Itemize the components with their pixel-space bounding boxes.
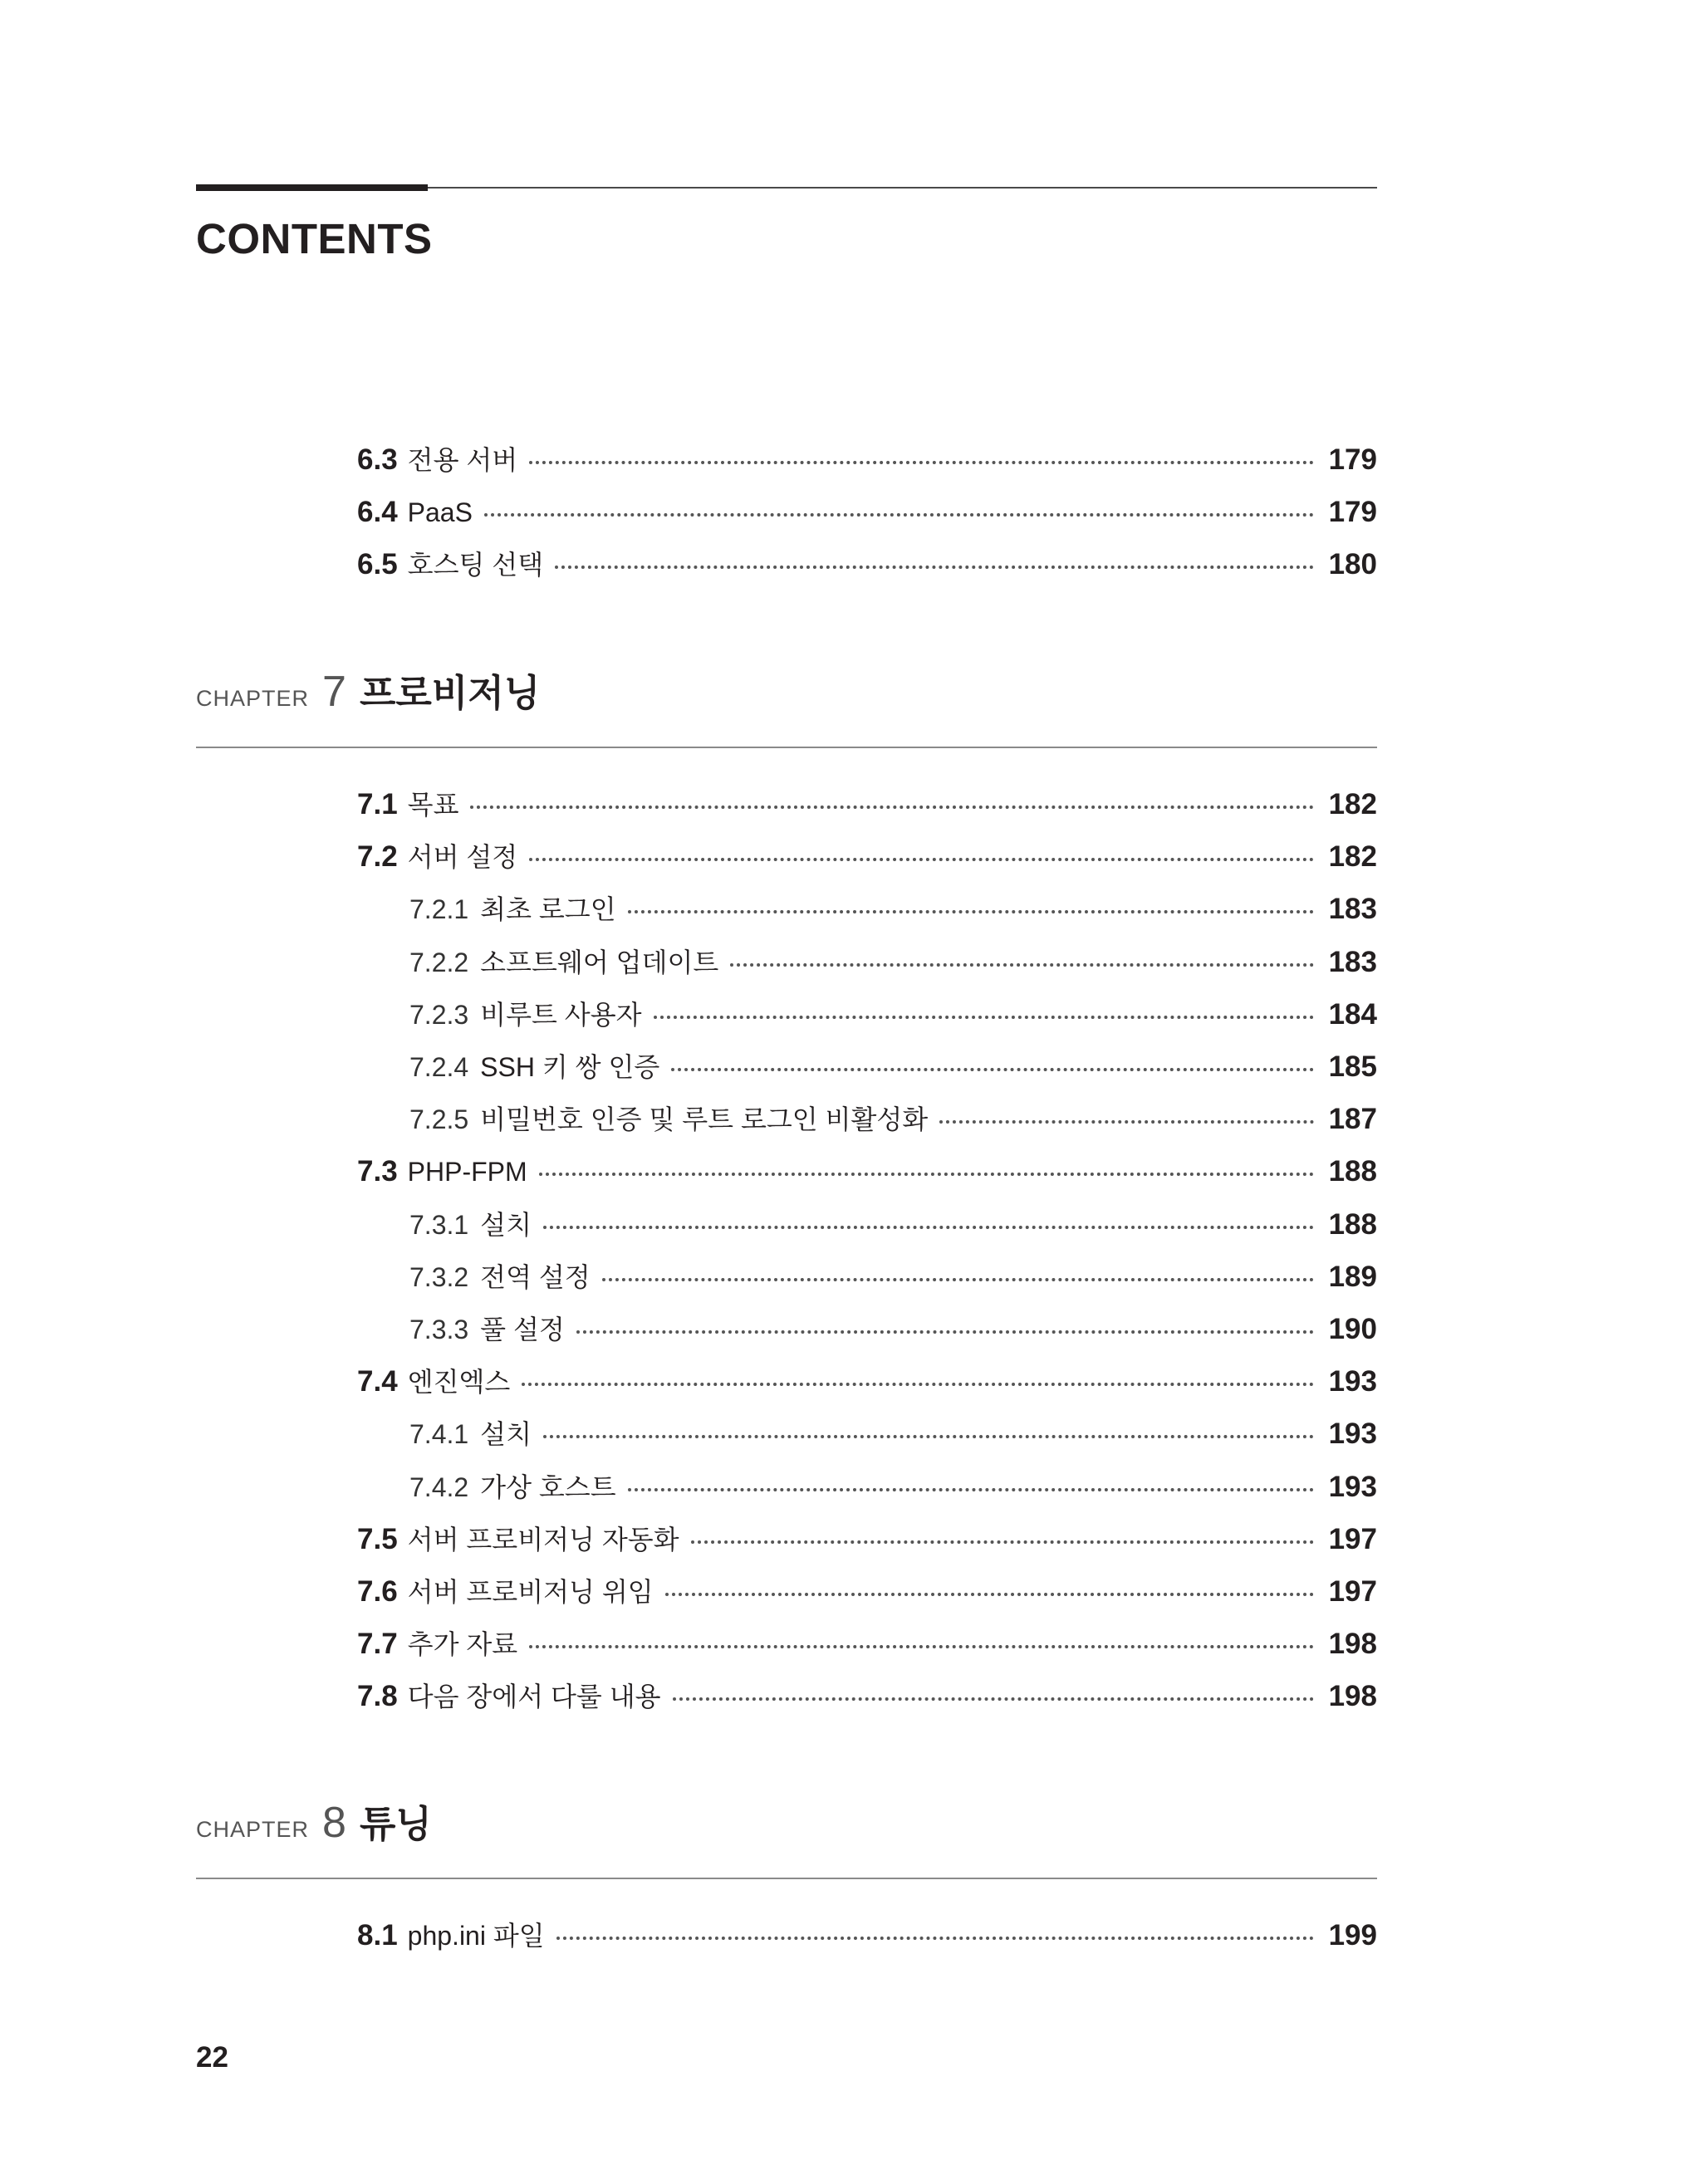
- page-title: CONTENTS: [196, 215, 433, 262]
- toc-entry[interactable]: [409, 1207, 1377, 1243]
- toc-entry-page: 185: [1328, 1050, 1377, 1083]
- toc-entry-title: PHP-FPM: [407, 1157, 527, 1187]
- dot-leader: [529, 858, 1313, 861]
- toc-entry-title: 설치: [480, 1419, 532, 1450]
- toc-entry[interactable]: [357, 1153, 1377, 1190]
- toc-entry-page: 179: [1328, 496, 1377, 528]
- dot-leader: [556, 1937, 1314, 1940]
- toc-entry-title: PaaS: [407, 497, 473, 527]
- toc-entry[interactable]: [409, 997, 1377, 1033]
- toc-entry[interactable]: [357, 1364, 1377, 1400]
- dot-leader: [555, 566, 1313, 569]
- toc-entry-page: 182: [1328, 840, 1377, 874]
- toc-entry[interactable]: [357, 1521, 1377, 1558]
- toc-entry-title: 전역 설정: [480, 1261, 591, 1292]
- toc-entry-page: 179: [1328, 443, 1377, 476]
- toc-entry-page: 180: [1328, 548, 1377, 580]
- toc-entry-number: 7.2.2: [409, 947, 469, 977]
- toc-entry-page: 182: [1328, 788, 1377, 820]
- chapter-title: 튜닝: [359, 1803, 432, 1845]
- chapter-number: 7: [322, 668, 346, 716]
- dot-leader: [529, 1645, 1313, 1648]
- dot-leader: [576, 1330, 1314, 1334]
- toc-entry-number: 7.2.1: [409, 894, 469, 925]
- toc-entry-page: 198: [1328, 1628, 1377, 1661]
- toc-entry-number: 7.2: [357, 840, 398, 874]
- toc-entry-page: 199: [1328, 1919, 1377, 1951]
- toc-entry[interactable]: [357, 786, 1377, 823]
- toc-entry-title: 호스팅 선택: [407, 550, 544, 580]
- toc-entry-number: 7.2.3: [409, 999, 469, 1030]
- chapter-8-heading: [196, 1794, 432, 1852]
- toc-entry-number: 7.5: [357, 1522, 398, 1555]
- toc-entry-page: 190: [1328, 1313, 1377, 1345]
- toc-entry-number: 7.2.5: [409, 1104, 469, 1135]
- toc-entry-page: 197: [1328, 1522, 1377, 1555]
- toc-entry-page: 183: [1328, 945, 1377, 978]
- chapter-number: 8: [322, 1799, 346, 1847]
- toc-entry-number: 7.7: [357, 1628, 398, 1661]
- toc-entry[interactable]: [409, 1049, 1377, 1085]
- dot-leader: [543, 1226, 1314, 1229]
- toc-entry-number: 7.4.2: [409, 1472, 469, 1502]
- dot-leader: [730, 963, 1313, 967]
- toc-entry-title: 전용 서버: [407, 445, 518, 475]
- toc-entry-number: 7.8: [357, 1680, 398, 1713]
- dot-leader: [673, 1697, 1314, 1701]
- toc-entry-page: 184: [1328, 997, 1377, 1031]
- toc-entry-number: 6.4: [357, 496, 398, 528]
- toc-entry[interactable]: [409, 1469, 1377, 1506]
- toc-entry-number: 7.4.1: [409, 1419, 469, 1450]
- toc-entry-title: 엔진엑스: [407, 1367, 511, 1398]
- dot-leader: [939, 1120, 1313, 1124]
- dot-leader: [665, 1593, 1314, 1596]
- toc-entry-number: 7.3.2: [409, 1261, 469, 1292]
- toc-entry[interactable]: [409, 1101, 1377, 1138]
- dot-leader: [691, 1540, 1314, 1544]
- toc-entry-title: 최초 로그인: [480, 894, 616, 925]
- toc-entry-title: 서버 프로비저닝 자동화: [407, 1524, 679, 1555]
- toc-entry-number: 7.2.4: [409, 1052, 469, 1082]
- toc-entry-page: 193: [1328, 1365, 1377, 1398]
- chapter-8-rule: [196, 1878, 1377, 1879]
- toc-entry[interactable]: [357, 1917, 1377, 1954]
- toc-entry-page: 197: [1328, 1575, 1377, 1608]
- toc-entry-title: 다음 장에서 다룰 내용: [407, 1682, 661, 1712]
- toc-entry[interactable]: [409, 1311, 1377, 1348]
- toc-entry[interactable]: [357, 546, 1377, 583]
- toc-entry-title: SSH 키 쌍 인증: [480, 1052, 660, 1082]
- toc-entry[interactable]: [357, 442, 1377, 478]
- toc-entry-title: 비루트 사용자: [480, 999, 642, 1030]
- toc-entry-title: php.ini 파일: [407, 1921, 545, 1951]
- toc-entry[interactable]: [357, 1626, 1377, 1662]
- toc-entry-title: 목표: [407, 790, 459, 820]
- dot-leader: [654, 1016, 1314, 1019]
- toc-entry-title: 비밀번호 인증 및 루트 로그인 비활성화: [480, 1104, 929, 1135]
- toc-entry[interactable]: [357, 494, 1377, 531]
- dot-leader: [470, 806, 1313, 809]
- toc-entry-page: 193: [1328, 1418, 1377, 1451]
- toc-entry[interactable]: [357, 1574, 1377, 1610]
- toc-entry[interactable]: [409, 944, 1377, 981]
- dot-leader: [602, 1278, 1314, 1281]
- toc-entry-page: 188: [1328, 1155, 1377, 1188]
- toc-entry[interactable]: [357, 1678, 1377, 1715]
- toc-entry-title: 설치: [480, 1209, 532, 1240]
- toc-entry-number: 6.5: [357, 548, 398, 580]
- toc-entry-number: 7.3.1: [409, 1209, 469, 1240]
- toc-entry-title: 서버 설정: [407, 842, 518, 873]
- toc-entry-page: 187: [1328, 1103, 1377, 1136]
- dot-leader: [543, 1435, 1314, 1438]
- dot-leader: [522, 1383, 1313, 1386]
- toc-entry-title: 풀 설정: [480, 1315, 565, 1344]
- toc-entry-page: 188: [1328, 1207, 1377, 1241]
- toc-entry-page: 189: [1328, 1260, 1377, 1293]
- dot-leader: [539, 1173, 1314, 1176]
- toc-entry-page: 198: [1328, 1680, 1377, 1713]
- toc-entry-number: 7.6: [357, 1575, 398, 1608]
- page-number: 22: [196, 2041, 228, 2074]
- header-rule-thin: [428, 187, 1377, 189]
- dot-leader: [484, 513, 1314, 517]
- header-rule-thick: [196, 184, 428, 191]
- toc-entry-number: 7.3: [357, 1155, 398, 1188]
- dot-leader: [628, 910, 1314, 913]
- toc-entry-number: 8.1: [357, 1919, 398, 1951]
- dot-leader: [671, 1068, 1313, 1071]
- toc-entry-title: 가상 호스트: [480, 1472, 616, 1502]
- toc-entry-title: 소프트웨어 업데이트: [480, 947, 719, 977]
- toc-entry[interactable]: [409, 1416, 1377, 1452]
- chapter-label: CHAPTER: [196, 1817, 310, 1842]
- chapter-title: 프로비저닝: [359, 672, 541, 714]
- toc-entry-page: 193: [1328, 1470, 1377, 1503]
- toc-entry-number: 7.3.3: [409, 1315, 469, 1344]
- chapter-7-rule: [196, 747, 1377, 748]
- chapter-7-heading: [196, 663, 540, 721]
- toc-entry[interactable]: [409, 891, 1377, 928]
- toc-entry-number: 7.4: [357, 1365, 398, 1398]
- dot-leader: [529, 461, 1313, 464]
- toc-entry-number: 6.3: [357, 443, 398, 476]
- toc-entry-title: 추가 자료: [407, 1629, 518, 1660]
- toc-entry[interactable]: [409, 1259, 1377, 1295]
- dot-leader: [628, 1488, 1314, 1491]
- chapter-label: CHAPTER: [196, 686, 310, 711]
- toc-entry-page: 183: [1328, 893, 1377, 926]
- toc-entry-title: 서버 프로비저닝 위임: [407, 1577, 654, 1607]
- toc-entry-number: 7.1: [357, 788, 398, 820]
- toc-entry[interactable]: [357, 839, 1377, 875]
